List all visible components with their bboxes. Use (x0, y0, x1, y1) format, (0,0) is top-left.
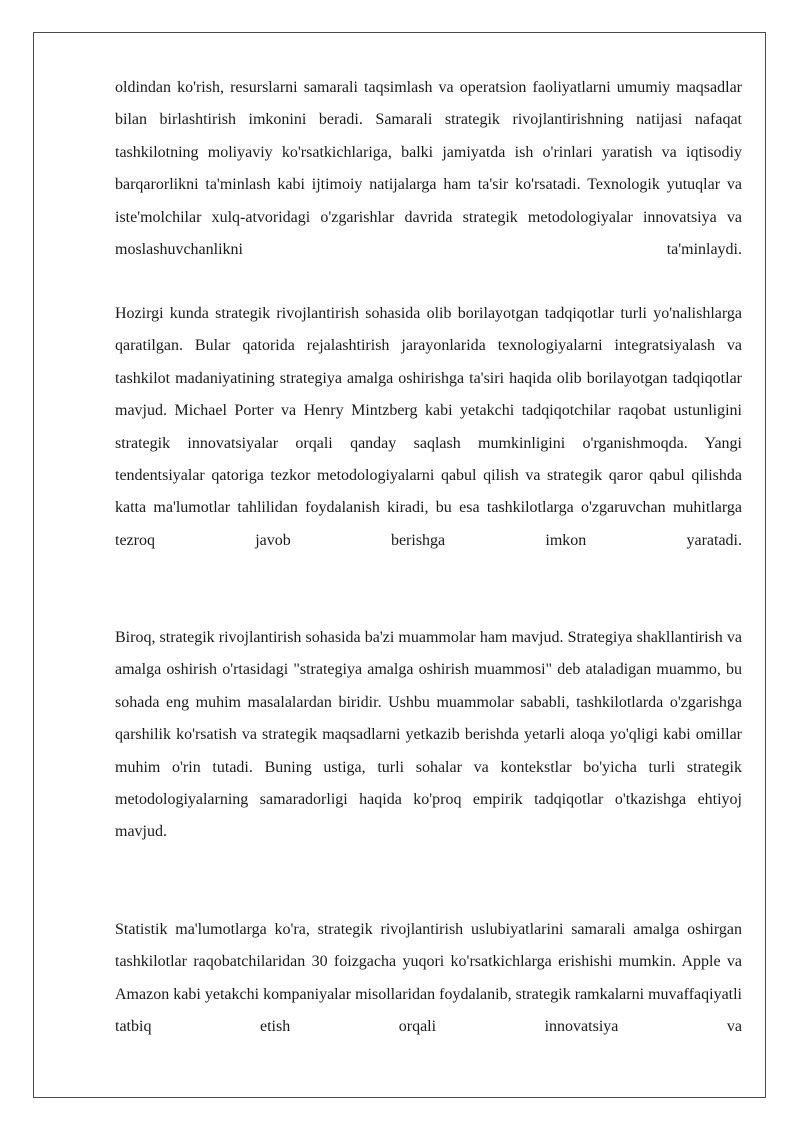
paragraph-1: oldindan ko'rish, resurslarni samarali taqsimlash va operatsion faoliyatlarni umumiy maqsadlar bilan birlashtirish imkonini beradi. Samarali strategik rivojlantirishning natijasi nafaqat tashkilotning moliyaviy ko'rsatkichlariga, balki jamiyatda ish o'rinlari yaratish va iqtisodiy barqarorlikni ta'minlash kabi ijtimoiy natijalarga ham ta'sir ko'rsatadi. Texnologik yutuqlar va iste'molchilar xulq-atvoridagi o'zgarishlar davrida strategik metodologiyalar innovatsiya va moslashuvchanlikni ta'minlaydi. (115, 79, 742, 259)
paragraph-4: Statistik ma'lumotlarga ko'ra, strategik rivojlantirish uslubiyatlarini samarali amalga oshirgan tashkilotlar raqobatchilaridan 30 foizgacha yuqori ko'rsatkichlarga erishishi mumkin. Apple va Amazon kabi yetakchi kompaniyalar misollaridan foydalanib, strategik ramkalarni muvaffaqiyatli tatbiq etish orqali innovatsiya va (115, 921, 742, 1036)
paragraph-3: Biroq, strategik rivojlantirish sohasida ba'zi muammolar ham mavjud. Strategiya shakllantirish va amalga oshirish o'rtasidagi "strategiya amalga oshirish muammosi" deb ataladigan muammo, bu sohada eng muhim masalalardan biridir. Ushbu muammolar sababli, tashkilotlarda o'zgarishga qarshilik ko'rsatish va strategik maqsadlarni yetkazib berishda yetarli aloqa yo'qligi kabi omillar muhim o'rin tutadi. Buning ustiga, turli sohalar va kontekstlar bo'yicha turli strategik metodologiyalarning samaradorligi haqida ko'proq empirik tadqiqotlar o'tkazishga ehtiyoj mavjud. (115, 629, 742, 841)
paragraph-2: Hozirgi kunda strategik rivojlantirish sohasida olib borilayotgan tadqiqotlar turli yo'nalishlarga qaratilgan. Bular qatorida rejalashtirish jarayonlarida texnologiyalarni integratsiyalash va tashkilot madaniyatining strategiya amalga oshirishga ta'siri haqida olib borilayotgan tadqiqotlar mavjud. Michael Porter va Henry Mintzberg kabi yetakchi tadqiqotchilar raqobat ustunligini strategik innovatsiyalar orqali qanday saqlash mumkinligini o'rganishmoqda. Yangi tendentsiyalar qatoriga tezkor metodologiyalarni qabul qilish va strategik qaror qabul qilishda katta ma'lumotlar tahlilidan foydalanish kiradi, bu esa tashkilotlarga o'zgaruvchan muhitlarga tezroq javob berishga imkon yaratadi. (115, 305, 742, 549)
